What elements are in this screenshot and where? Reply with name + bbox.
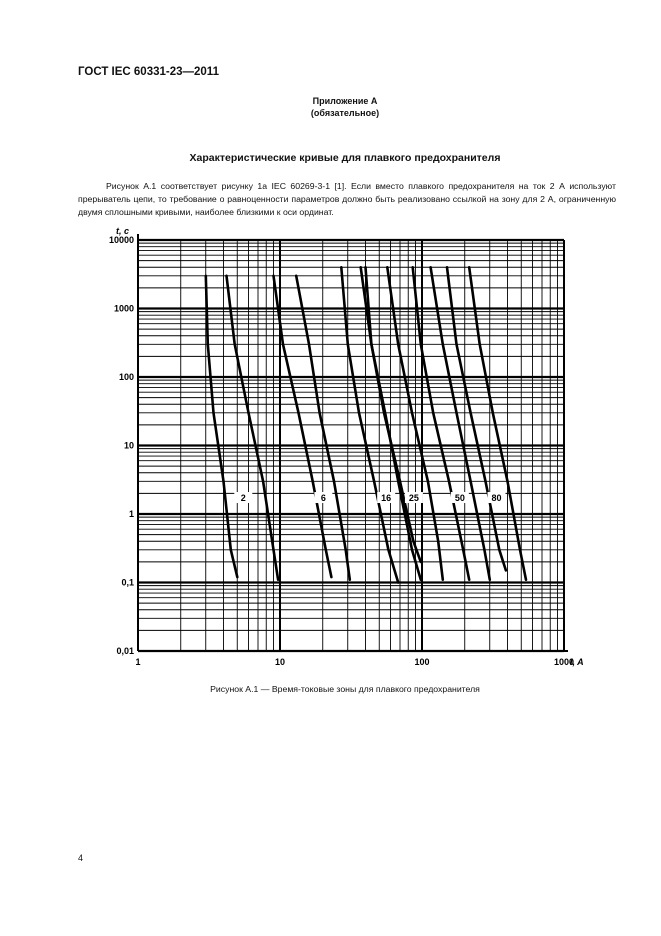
y-axis-label: t, с [116, 226, 130, 236]
x-tick-label: 10 [274, 657, 286, 667]
curve-80A [469, 267, 526, 579]
zone-label-2: 2 [240, 493, 246, 504]
x-tick-label: 1000 [553, 657, 575, 667]
x-axis-label: I, A [570, 657, 584, 667]
document-code: ГОСТ IEC 60331-23—2011 [78, 66, 219, 78]
y-tick-label: 1000 [113, 303, 134, 314]
x-tick-label: 100 [414, 657, 430, 667]
section-heading: Характеристические кривые для плавкого предохранителя [189, 152, 501, 164]
appendix-title: Приложение А [312, 96, 378, 106]
appendix-status: (обязательное) [310, 108, 380, 118]
time-current-chart [90, 222, 590, 682]
x-tick-label: 1 [135, 657, 141, 667]
y-tick-label: 100 [118, 372, 134, 382]
y-tick-label: 0,01 [116, 646, 134, 656]
y-tick-label: 0,1 [121, 577, 134, 588]
zone-label-16: 16 [381, 493, 392, 504]
figure-caption: Рисунок А.1 — Время-токовые зоны для плавкого предохранителя [210, 684, 480, 694]
curve-2A [227, 276, 279, 580]
y-tick-label: 10 [123, 440, 134, 451]
y-tick-label: 1 [128, 509, 134, 519]
zone-label-50: 50 [454, 493, 465, 504]
y-tick-label: 10000 [108, 235, 134, 245]
body-paragraph: Рисунок А.1 соответствует рисунку 1а IEC 60269-3-1 [1]. Если вместо плавкого предохранителя на ток 2 А используют прерыватель цепи, то требование о равноценности параметров должно быть реализовано ссылкой на зону для 2 А, ограниченную двумя сплошными кривыми, наиболее близкими к оси ординат. [78, 181, 616, 217]
zone-label-6: 6 [320, 493, 326, 504]
zone-label-80: 80 [491, 493, 502, 504]
zone-label-25: 25 [408, 493, 419, 504]
page-number: 4 [78, 853, 84, 863]
